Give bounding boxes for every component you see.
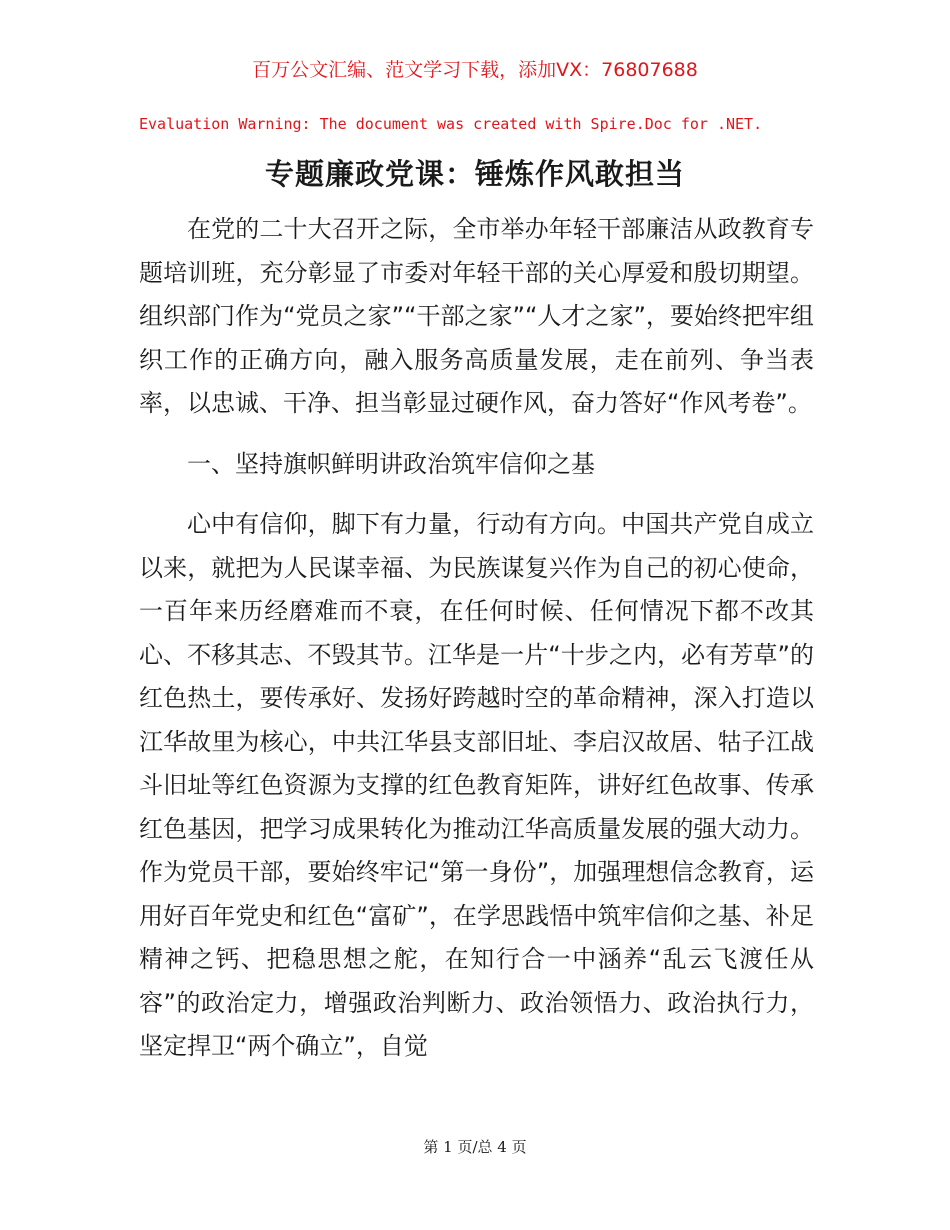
document-title: 专题廉政党课：锤炼作风敢担当 bbox=[264, 157, 685, 191]
evaluation-warning: Evaluation Warning: The document was created with Spire.Doc for .NET. bbox=[139, 115, 763, 133]
header-banner: 百万公文汇编、范文学习下载，添加VX：76807688 bbox=[252, 59, 698, 81]
intro-paragraph: 在党的二十大召开之际，全市举办年轻干部廉洁从政教育专题培训班，充分彰显了市委对年轻干部的关心厚爱和殷切期望。组织部门作为“党员之家”“干部之家”“人才之家”，要始终把牢组织工作的正确方向，融入服务高质量发展，走在前列、争当表率，以忠诚、干净、担当彰显过硬作风，奋力答好“作风考卷”。 bbox=[139, 215, 814, 417]
section-heading: 一、坚持旗帜鲜明讲政治筑牢信仰之基 bbox=[187, 449, 595, 478]
section-body-paragraph: 心中有信仰，脚下有力量，行动有方向。中国共产党自成立以来，就把为人民谋幸福、为民族谋复兴作为自己的初心使命，一百年来历经磨难而不衰，在任何时候、任何情况下都不改其心、不移其志、不毁其节。江华是一片“十步之内，必有芳草”的红色热土，要传承好、发扬好跨越时空的革命精神，深入打造以江华故里为核心，中共江华县支部旧址、李启汉故居、牯子江战斗旧址等红色资源为支撑的红色教育矩阵，讲好红色故事、传承红色基因，把学习成果转化为推动江华高质量发展的强大动力。作为党员干部，要始终牢记“第一身份”，加强理想信念教育，运用好百年党史和红色“富矿”，在学思践悟中筑牢信仰之基、补足精神之钙、把稳思想之舵，在知行合一中涵养“乱云飞渡任从容”的政治定力，增强政治判断力、政治领悟力、政治执行力，坚定捍卫“两个确立”，自觉 bbox=[139, 510, 814, 1060]
document-body bbox=[139, 208, 814, 1069]
page-footer: 第 1 页/总 4 页 bbox=[423, 1138, 527, 1156]
paragraph-spacer bbox=[139, 426, 814, 443]
paragraph-spacer bbox=[139, 486, 814, 503]
